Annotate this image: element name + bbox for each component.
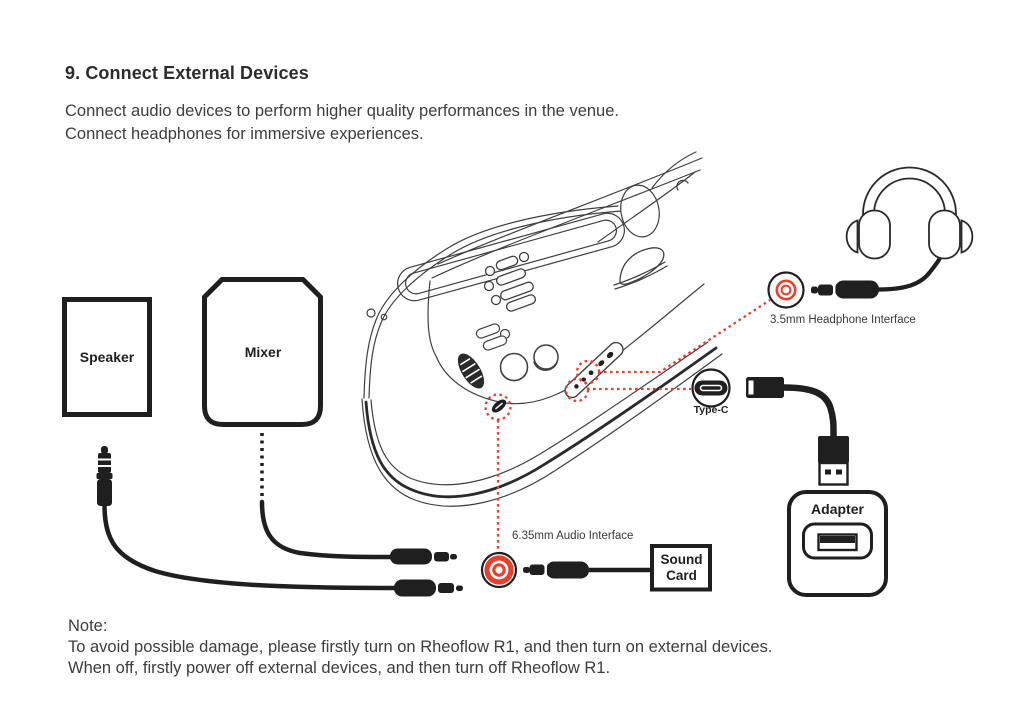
adapter-label: Adapter [811, 501, 864, 517]
device-illustration [362, 152, 722, 506]
headphone-port-ring-icon [769, 273, 804, 308]
port-callout-lines [486, 300, 771, 551]
side-port-strip [562, 340, 626, 401]
audio-jack-plug-icon [394, 580, 463, 598]
section-title: 9. Connect External Devices [65, 63, 309, 83]
intro-line-1: Connect audio devices to perform higher quality performances in the venue. [65, 102, 619, 120]
speaker-grille [485, 253, 537, 313]
note-line-2: When off, firstly power off external devices, and then turn off Rheoflow R1. [68, 659, 611, 677]
usb-port-icon [804, 524, 872, 558]
usb-a-plug-icon [818, 436, 849, 485]
mixer-cable [262, 433, 457, 566]
audio-port-ring-icon [482, 553, 516, 587]
audio-interface-label: 6.35mm Audio Interface [512, 530, 634, 542]
intro-line-2: Connect headphones for immersive experiences. [65, 124, 424, 143]
headphones-icon [847, 168, 973, 259]
note-label: Note: [68, 617, 108, 635]
type-c-label: Type-C [693, 404, 729, 416]
sound-card-cable [523, 562, 650, 579]
headphone-interface-label: 3.5mm Headphone Interface [770, 314, 916, 326]
usb-c-plug-icon [746, 377, 834, 437]
audio-jack-plug-icon [390, 549, 457, 566]
speaker-cable [97, 446, 464, 597]
sound-card-label: Sound Card [660, 552, 703, 583]
knobs [501, 345, 559, 381]
mixer-label: Mixer [244, 344, 282, 360]
note-line-1: To avoid possible damage, please firstly turn on Rheoflow R1, and then turn on external devices. [68, 638, 773, 656]
type-c-icon [693, 370, 730, 407]
speaker-label: Speaker [79, 349, 135, 365]
